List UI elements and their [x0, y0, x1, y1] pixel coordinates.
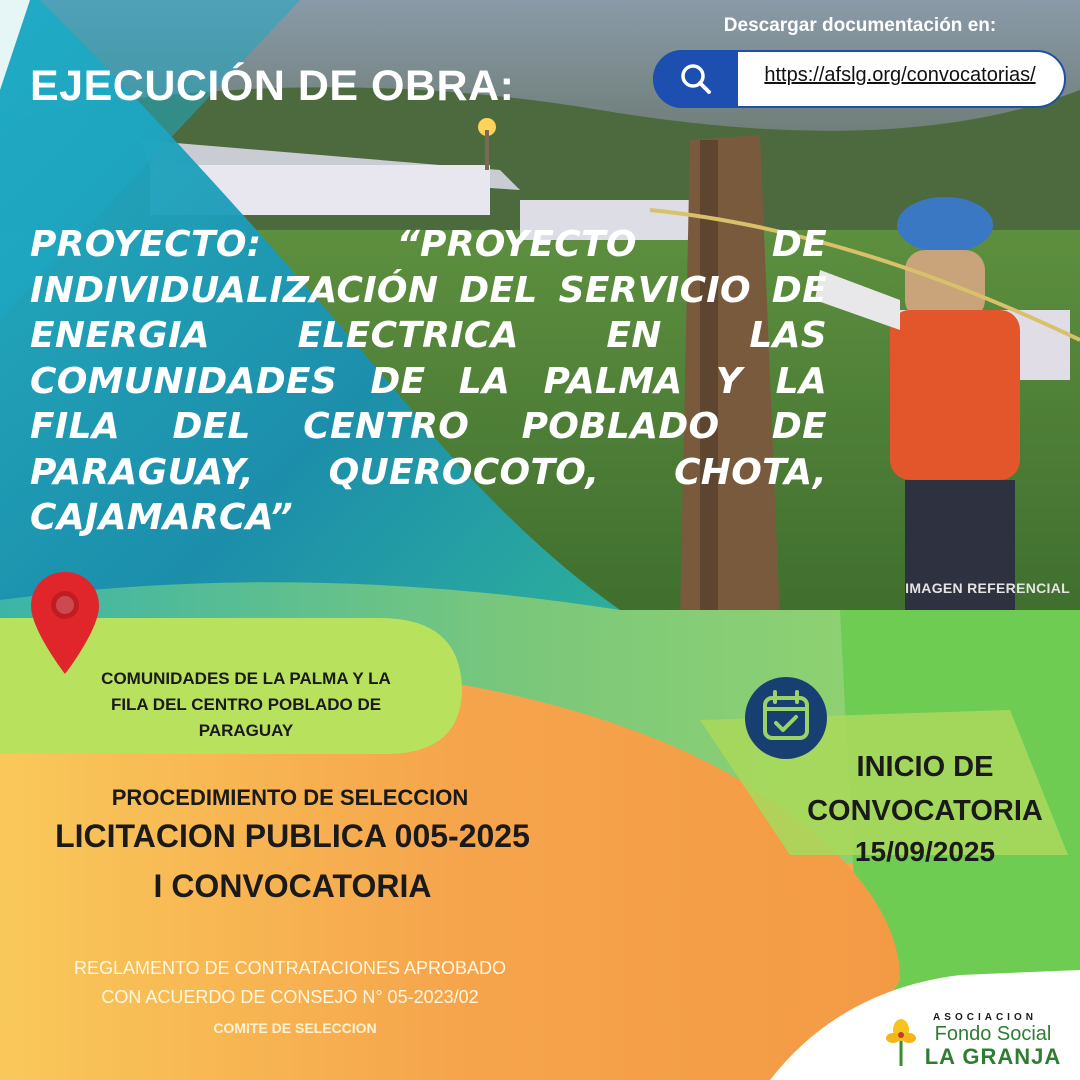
project-description: PROYECTO: “PROYECTO DE INDIVIDUALIZACIÓN DEL SERVICIO DE ENERGIA ELECTRICA EN LAS COMUNIDADES DE LA PALMA Y LA FILA DEL CENTRO POBLADO DE PARAGUAY, QUEROCOTO, CHOTA, CAJAMARCA” [30, 224, 827, 538]
committee-label: COMITE DE SELECCION [213, 1020, 377, 1036]
search-button[interactable] [653, 50, 738, 108]
flower-logo-icon [884, 1016, 918, 1068]
start-date: 15/09/2025 [854, 836, 996, 867]
download-url-link[interactable]: https://afslg.org/convocatorias/ [764, 64, 1036, 86]
logo-la-granja: LA GRANJA [924, 1044, 1062, 1069]
start-line-2: CONVOCATORIA [807, 795, 1043, 827]
location-line-2: FILA DEL CENTRO POBLADO DE [110, 695, 382, 714]
call-number: I CONVOCATORIA [153, 868, 432, 904]
regulation-text [30, 954, 550, 1012]
download-label: Descargar documentación en: [723, 15, 997, 36]
procedure-type: LICITACION PUBLICA 005-2025 [55, 818, 530, 854]
regulation-line-1: REGLAMENTO DE CONTRATACIONES APROBADO [73, 958, 507, 978]
logo-asociacion: ASOCIACION [933, 1012, 1037, 1023]
map-pin-icon [28, 570, 102, 678]
start-label [780, 745, 1070, 833]
location-text [70, 666, 422, 744]
page-title: EJECUCIÓN DE OBRA: [30, 62, 515, 110]
procedure-label: PROCEDIMIENTO DE SELECCION [111, 785, 469, 810]
image-caption: IMAGEN REFERENCIAL [905, 580, 1070, 596]
regulation-line-2: CON ACUERDO DE CONSEJO N° 05-2023/02 [101, 987, 479, 1007]
start-line-1: INICIO DE [856, 751, 994, 783]
search-icon [653, 50, 738, 108]
location-line-1: COMUNIDADES DE LA PALMA Y LA [101, 669, 391, 688]
location-line-3: PARAGUAY [198, 721, 294, 740]
logo-fondo-social: Fondo Social [934, 1023, 1052, 1045]
